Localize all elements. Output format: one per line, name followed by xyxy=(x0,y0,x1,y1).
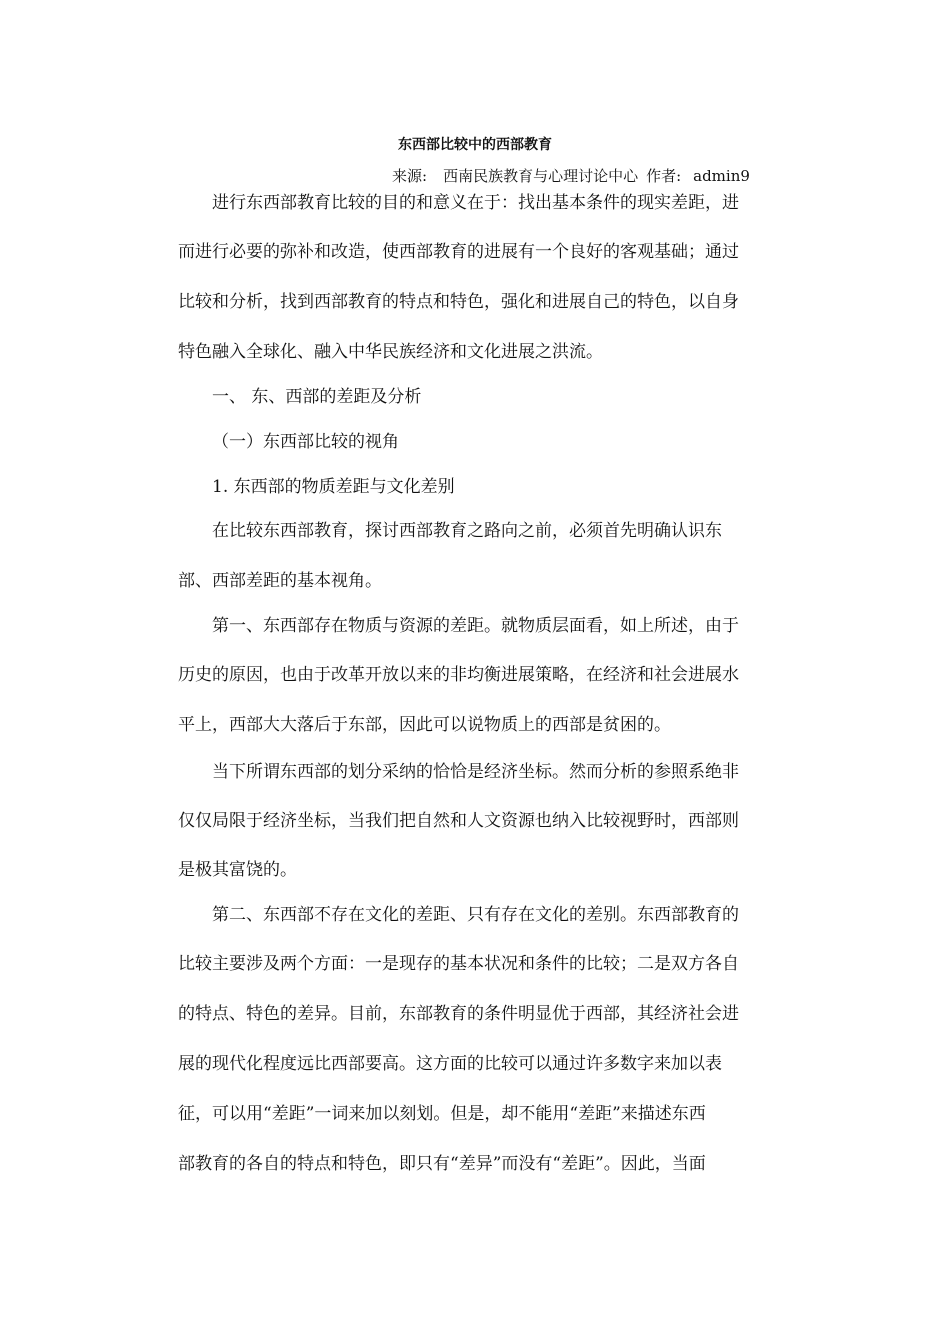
author-label: 作者: xyxy=(646,167,682,185)
text-line: 展的现代化程度远比西部要高。这方面的比较可以通过许多数字来加以表 xyxy=(178,1054,722,1074)
text-line: 在比较东西部教育，探讨西部教育之路向之前，必须首先明确认识东 xyxy=(212,521,722,541)
text-line: 而进行必要的弥补和改造，使西部教育的进展有一个良好的客观基础；通过 xyxy=(178,242,739,262)
text-line: 比较和分析，找到西部教育的特点和特色，强化和进展自己的特色，以自身 xyxy=(178,292,739,312)
source-value: 西南民族教育与心理讨论中心 xyxy=(443,167,639,185)
text-line: 历史的原因，也由于改革开放以来的非均衡进展策略，在经济和社会进展水 xyxy=(178,665,739,685)
text-line: 征，可以用“差距”一词来加以刻划。但是，却不能用“差距”来描述东西 xyxy=(178,1104,706,1124)
text-line: 第一、东西部存在物质与资源的差距。就物质层面看，如上所述，由于 xyxy=(212,616,739,636)
source-line xyxy=(392,166,750,186)
text-line: 部、西部差距的基本视角。 xyxy=(178,571,382,591)
subsection-heading: （一）东西部比较的视角 xyxy=(212,432,399,452)
author-name: admin9 xyxy=(693,167,750,185)
numbered-heading: 1. 东西部的物质差距与文化差别 xyxy=(212,477,455,497)
text-line: 是极其富饶的。 xyxy=(178,860,297,880)
text-line: 的特点、特色的差异。目前，东部教育的条件明显优于西部，其经济社会进 xyxy=(178,1004,739,1024)
text-line: 第二、东西部不存在文化的差距、只有存在文化的差别。东西部教育的 xyxy=(212,905,739,925)
text-line: 进行东西部教育比较的目的和意义在于：找出基本条件的现实差距，进 xyxy=(212,193,739,213)
text-line: 当下所谓东西部的划分采纳的恰恰是经济坐标。然而分析的参照系绝非 xyxy=(212,762,739,782)
text-line: 特色融入全球化、融入中华民族经济和文化进展之洪流。 xyxy=(178,342,603,362)
text-line: 平上，西部大大落后于东部，因此可以说物质上的西部是贫困的。 xyxy=(178,715,671,735)
section-heading: 一、 东、西部的差距及分析 xyxy=(212,387,422,407)
text-line: 比较主要涉及两个方面：一是现存的基本状况和条件的比较；二是双方各自 xyxy=(178,954,739,974)
source-label: 来源: xyxy=(392,167,428,185)
document-title: 东西部比较中的西部教育 xyxy=(398,137,552,153)
text-line: 仅仅局限于经济坐标，当我们把自然和人文资源也纳入比较视野时，西部则 xyxy=(178,811,739,831)
text-line: 部教育的各自的特点和特色，即只有“差异”而没有“差距”。因此，当面 xyxy=(178,1154,706,1174)
